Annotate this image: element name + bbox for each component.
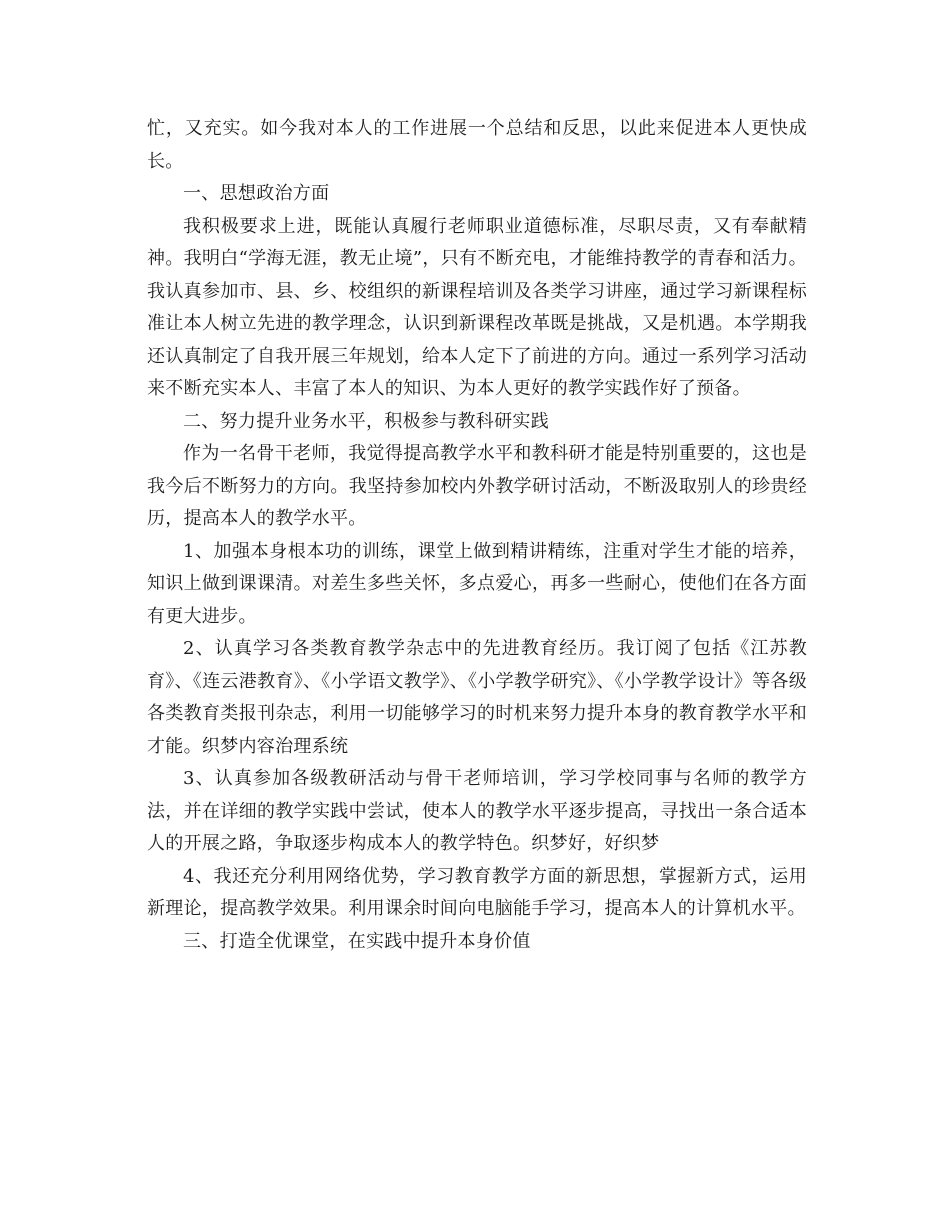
paragraph-intro-continuation: 忙，又充实。如今我对本人的工作进展一个总结和反思，以此来促进本人更快成长。: [147, 118, 807, 172]
paragraph-item-3: 3、认真参加各级教研活动与骨干老师培训，学习学校同事与名师的教学方法，并在详细的教学实践中尝试，使本人的教学水平逐步提高，寻找出一条合适本人的开展之路，争取逐步构成本人的教学特色。织梦好，好织梦: [147, 768, 807, 854]
section-heading-professional: 二、努力提升业务水平，积极参与教科研实践: [183, 410, 549, 432]
section-heading-ideology: 一、思想政治方面: [183, 183, 330, 204]
paragraph-item-2: 2、认真学习各类教育教学杂志中的先进教育经历。我订阅了包括《江苏教育》、《连云港教育》、《小学语文教学》、《小学教学研究》、《小学教学设计》等各级各类教育类报刊杂志，利用一切能够学习的时机来努力提升本身的教育教学水平和才能。织梦内容治理系统: [147, 638, 807, 757]
paragraph-item-4: 4、我还充分利用网络优势，学习教育教学方面的新思想，掌握新方式，运用新理论，提高教学效果。利用课余时间向电脑能手学习，提高本人的计算机水平。: [147, 865, 807, 919]
paragraph-ideology: 我积极要求上进，既能认真履行老师职业道德标准，尽职尽责，又有奉献精神。我明白“学海无涯，教无止境”，只有不断充电，才能维持教学的青春和活力。我认真参加市、县、乡、校组织的新课程培训及各类学习讲座，通过学习新课程标准让本人树立先进的教学理念，认识到新课程改革既是挑战，又是机遇。本学期我还认真制定了自我开展三年规划，给本人定下了前进的方向。通过一系列学习活动来不断充实本人、丰富了本人的知识、为本人更好的教学实践作好了预备。: [147, 215, 807, 399]
paragraph-item-1: 1、加强本身根本功的训练，课堂上做到精讲精练，注重对学生才能的培养，知识上做到课课清。对差生多些关怀，多点爱心，再多一些耐心，使他们在各方面有更大进步。: [147, 540, 807, 627]
section-heading-classroom: 三、打造全优课堂，在实践中提升本身价值: [183, 930, 531, 952]
paragraph-professional-intro: 作为一名骨干老师，我觉得提高教学水平和教科研才能是特别重要的，这也是我今后不断努力的方向。我坚持参加校内外教学研讨活动，不断汲取别人的珍贵经历，提高本人的教学水平。: [147, 443, 807, 529]
document-body: [147, 113, 807, 958]
